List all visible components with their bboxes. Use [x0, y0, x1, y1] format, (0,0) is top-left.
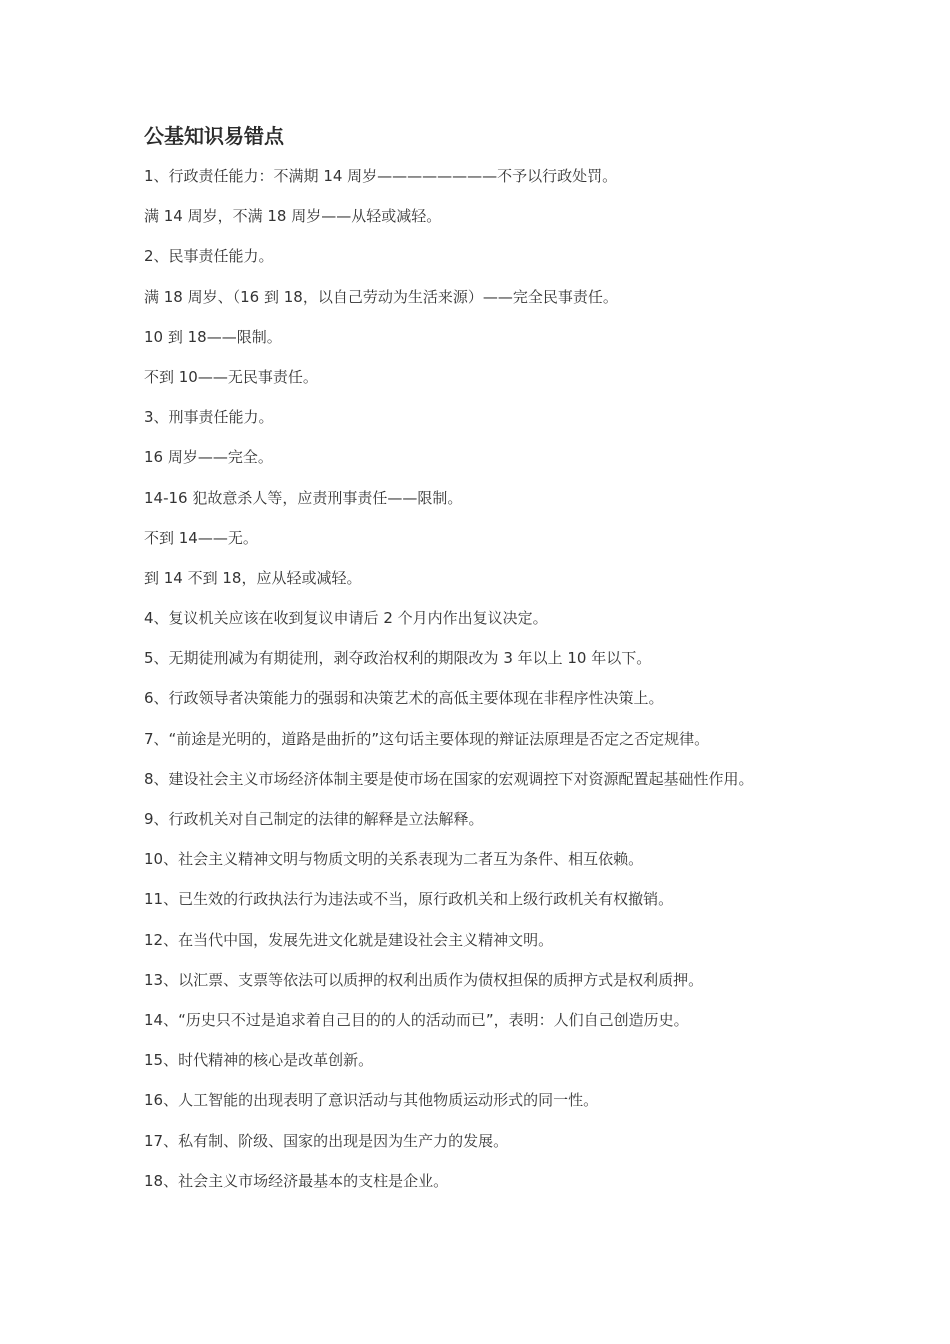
text-line: 2、民事责任能力。 — [144, 247, 274, 266]
text-line: 4、复议机关应该在收到复议申请后 2 个月内作出复议决定。 — [144, 609, 548, 628]
text-line: 9、行政机关对自己制定的法律的解释是立法解释。 — [144, 810, 484, 828]
text-line: 满 18 周岁、（16 到 18，以自己劳动为生活来源）——完全民事责任。 — [144, 287, 618, 306]
text-line: 15、时代精神的核心是改革创新。 — [144, 1051, 374, 1070]
text-line: 14-16 犯故意杀人等，应责刑事责任——限制。 — [144, 488, 463, 507]
text-line: 14、“历史只不过是追求着自己目的的人的活动而已”，表明：人们自己创造历史。 — [144, 1010, 689, 1029]
text-line: 不到 14——无。 — [144, 528, 258, 547]
text-line: 不到 10——无民事责任。 — [144, 367, 318, 386]
text-line: 3、刑事责任能力。 — [144, 408, 274, 427]
text-line: 5、无期徒刑减为有期徒刑，剥夺政治权利的期限改为 3 年以上 10 年以下。 — [144, 649, 652, 668]
text-line: 10、社会主义精神文明与物质文明的关系表现为二者互为条件、相互依赖。 — [144, 850, 644, 869]
text-line: 8、建设社会主义市场经济体制主要是使市场在国家的宏观调控下对资源配置起基础性作用。 — [144, 769, 754, 788]
document-title: 公基知识易错点 — [144, 124, 284, 148]
text-line: 10 到 18——限制。 — [144, 327, 282, 346]
text-line: 17、私有制、阶级、国家的出现是因为生产力的发展。 — [144, 1131, 509, 1150]
text-line: 11、已生效的行政执法行为违法或不当，原行政机关和上级行政机关有权撤销。 — [144, 890, 674, 909]
text-line: 13、以汇票、支票等依法可以质押的权利出质作为债权担保的质押方式是权利质押。 — [144, 970, 704, 989]
text-line: 12、在当代中国，发展先进文化就是建设社会主义精神文明。 — [144, 930, 554, 949]
text-line: 16 周岁——完全。 — [144, 448, 273, 467]
text-line: 16、人工智能的出现表明了意识活动与其他物质运动形式的同一性。 — [144, 1091, 599, 1110]
document-body — [144, 164, 934, 1209]
text-line: 7、“前途是光明的，道路是曲折的”这句话主要体现的辩证法原理是否定之否定规律。 — [144, 729, 710, 748]
text-line: 18、社会主义市场经济最基本的支柱是企业。 — [144, 1171, 449, 1190]
text-line: 1、行政责任能力：不满期 14 周岁————————不予以行政处罚。 — [144, 167, 618, 185]
text-line: 6、行政领导者决策能力的强弱和决策艺术的高低主要体现在非程序性决策上。 — [144, 689, 664, 708]
text-line: 满 14 周岁，不满 18 周岁——从轻或减轻。 — [144, 207, 442, 226]
text-line: 到 14 不到 18，应从轻或减轻。 — [144, 568, 362, 587]
